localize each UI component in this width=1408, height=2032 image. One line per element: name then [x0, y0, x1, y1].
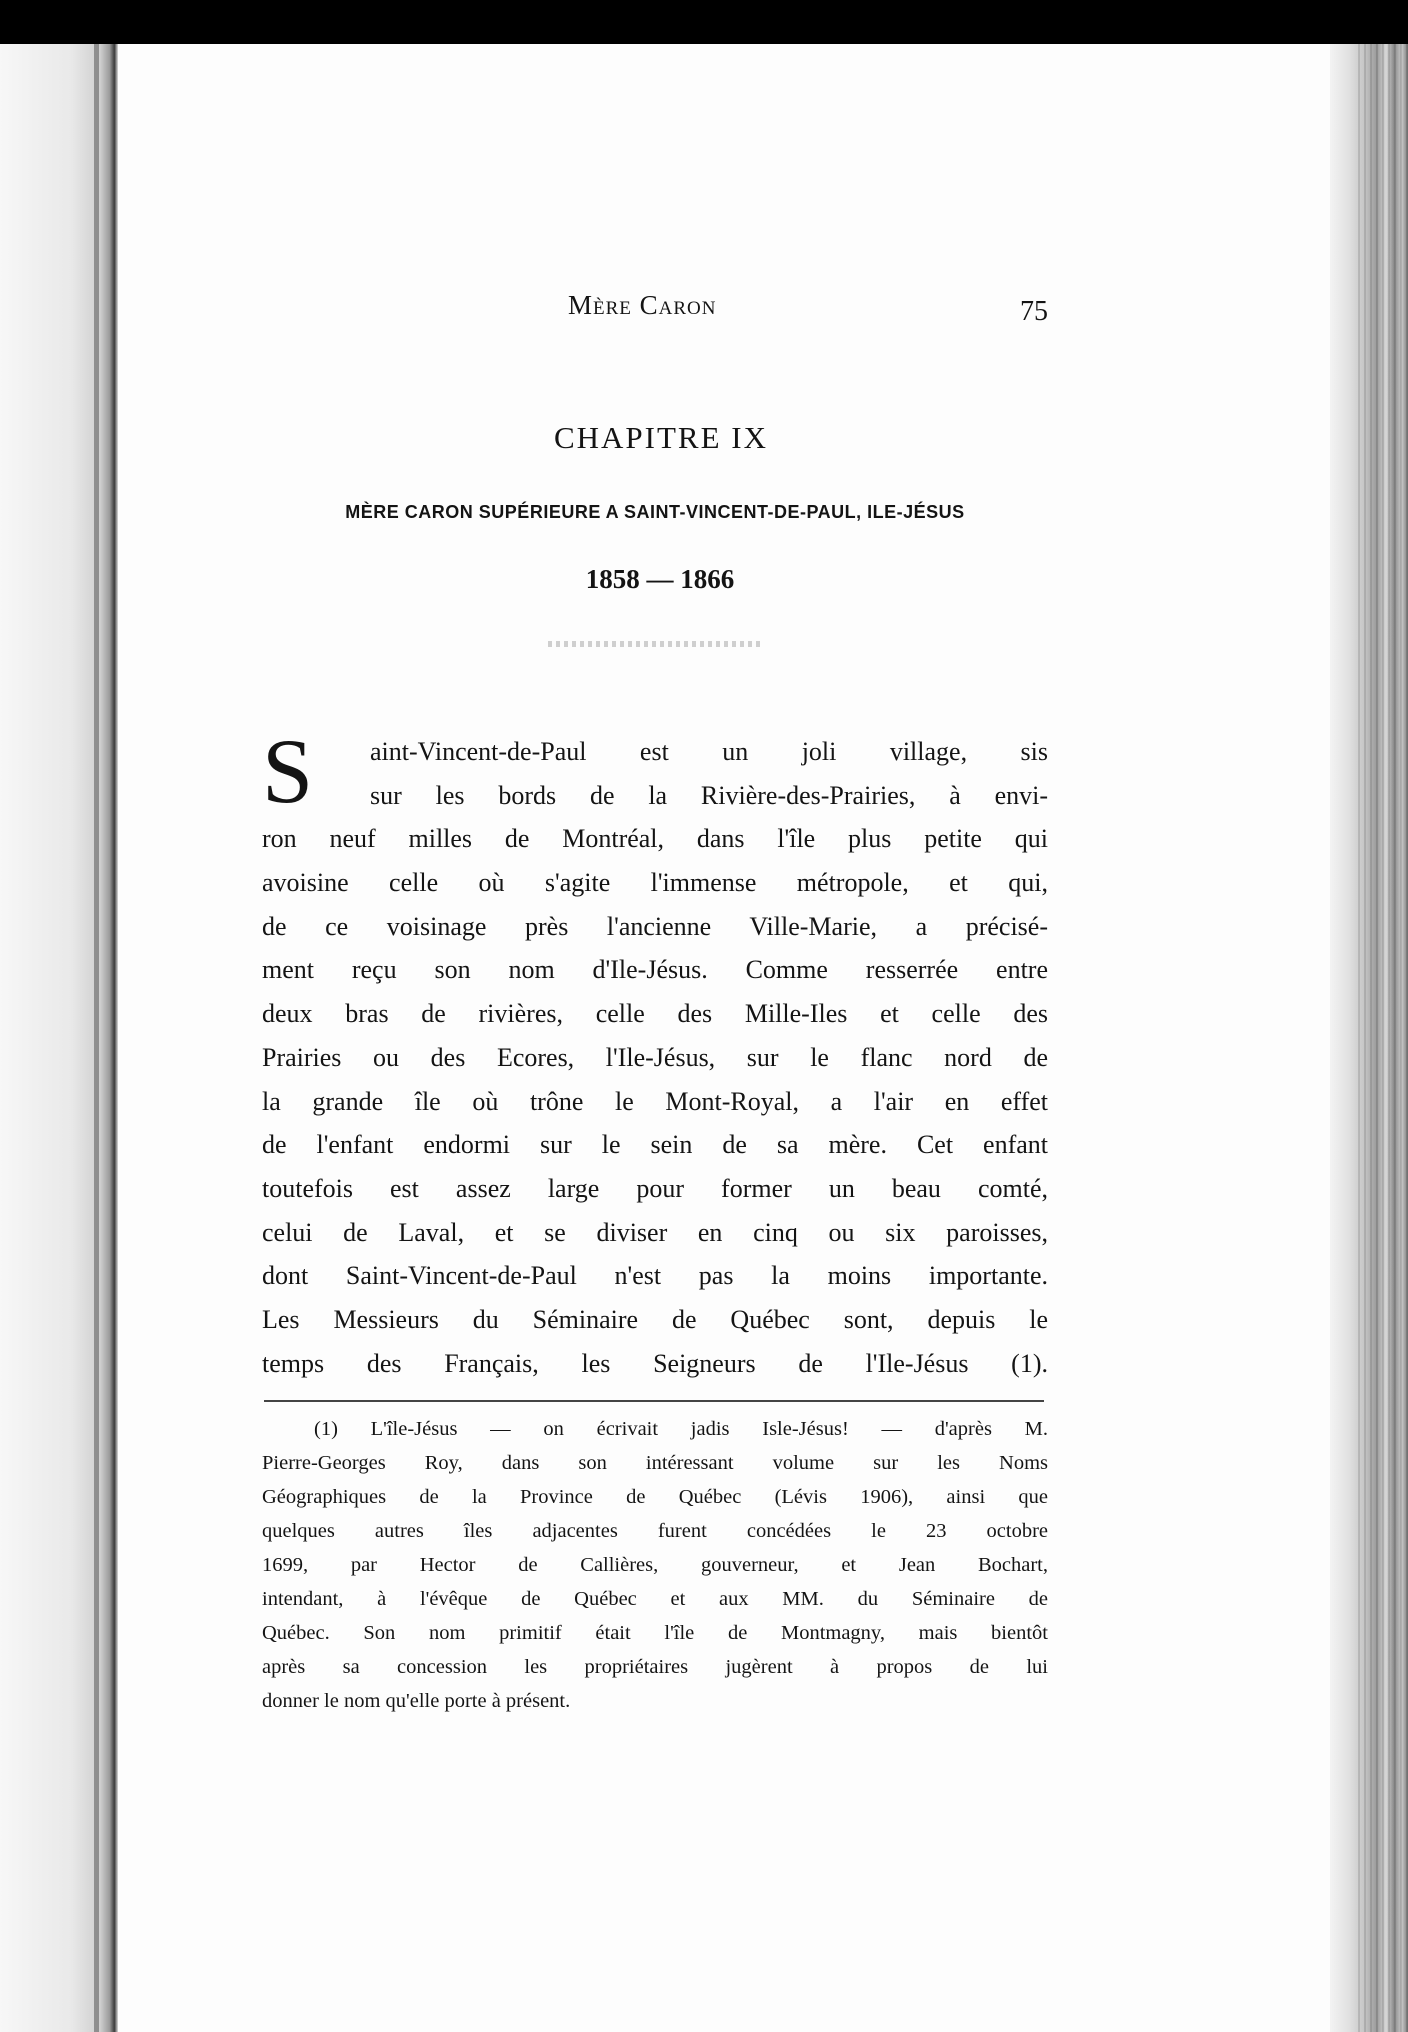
ornamental-divider: [548, 641, 764, 647]
running-title: Mère Caron: [568, 290, 717, 320]
body-line: ment reçu son nom d'Ile-Jésus. Comme resserrée entre: [262, 955, 1048, 985]
body-line: la grande île où trône le Mont-Royal, a l'air en effet: [262, 1086, 1048, 1116]
body-line: sur les bords de la Rivière-des-Prairies, à envi-: [370, 780, 1048, 810]
footnote-rule: [264, 1400, 1044, 1402]
chapter-dates: 1858 — 1866: [585, 564, 735, 594]
page-stack-stripes: [1358, 44, 1408, 2032]
body-line: temps des Français, les Seigneurs de l'Ile-Jésus (1).: [262, 1348, 1048, 1378]
footnote-line: Géographiques de la Province de Québec (Lévis 1906), ainsi que: [262, 1486, 1048, 1508]
body-line: Les Messieurs du Séminaire de Québec sont, depuis le: [262, 1304, 1048, 1334]
body-line: Prairies ou des Ecores, l'Ile-Jésus, sur le flanc nord de: [262, 1042, 1048, 1072]
chapter-title: [0, 420, 1320, 456]
chapter-title-text: CHAPITRE IX: [553, 420, 769, 455]
body-line: toutefois est assez large pour former un beau comté,: [262, 1173, 1048, 1203]
body-line: de ce voisinage près l'ancienne Ville-Marie, a précisé-: [262, 911, 1048, 941]
book-gutter-line: [94, 44, 99, 2032]
footnote-line: Pierre-Georges Roy, dans son intéressant volume sur les Noms: [262, 1452, 1048, 1474]
scan-top-border: [0, 0, 1408, 44]
footnote-line: donner le nom qu'elle porte à présent.: [262, 1690, 571, 1712]
footnote-line: (1) L'île-Jésus — on écrivait jadis Isle-Jésus! — d'après M.: [314, 1418, 1048, 1440]
chapter-subtitle: MÈRE CARON SUPÉRIEURE A SAINT-VINCENT-DE-PAUL, ILE-JÉSUS: [345, 502, 965, 522]
facing-page-edge: [0, 44, 118, 2032]
body-line: ron neuf milles de Montréal, dans l'île plus petite qui: [262, 824, 1048, 854]
body-line: de l'enfant endormi sur le sein de sa mère. Cet enfant: [262, 1130, 1048, 1160]
body-line: celui de Laval, et se diviser en cinq ou six paroisses,: [262, 1217, 1048, 1247]
body-line: aint-Vincent-de-Paul est un joli village, sis: [370, 737, 1048, 766]
drop-cap: S: [262, 720, 314, 822]
body-line: dont Saint-Vincent-de-Paul n'est pas la moins importante.: [262, 1261, 1048, 1291]
footnote-line: Québec. Son nom primitif était l'île de Montmagny, mais bientôt: [262, 1622, 1048, 1644]
footnote-line: 1699, par Hector de Callières, gouverneur, et Jean Bochart,: [262, 1554, 1048, 1576]
footnote-line: après sa concession les propriétaires jugèrent à propos de lui: [262, 1656, 1048, 1678]
footnote-line: intendant, à l'évêque de Québec et aux MM. du Séminaire de: [262, 1588, 1048, 1610]
body-paragraph: [262, 720, 1048, 1385]
body-line: deux bras de rivières, celle des Mille-Iles et celle des: [262, 999, 1048, 1029]
page-number: 75: [1020, 296, 1048, 327]
footnote: [262, 1412, 1048, 1718]
body-line: avoisine celle où s'agite l'immense métropole, et qui,: [262, 868, 1048, 898]
footnote-line: quelques autres îles adjacentes furent concédées le 23 octobre: [262, 1520, 1048, 1542]
